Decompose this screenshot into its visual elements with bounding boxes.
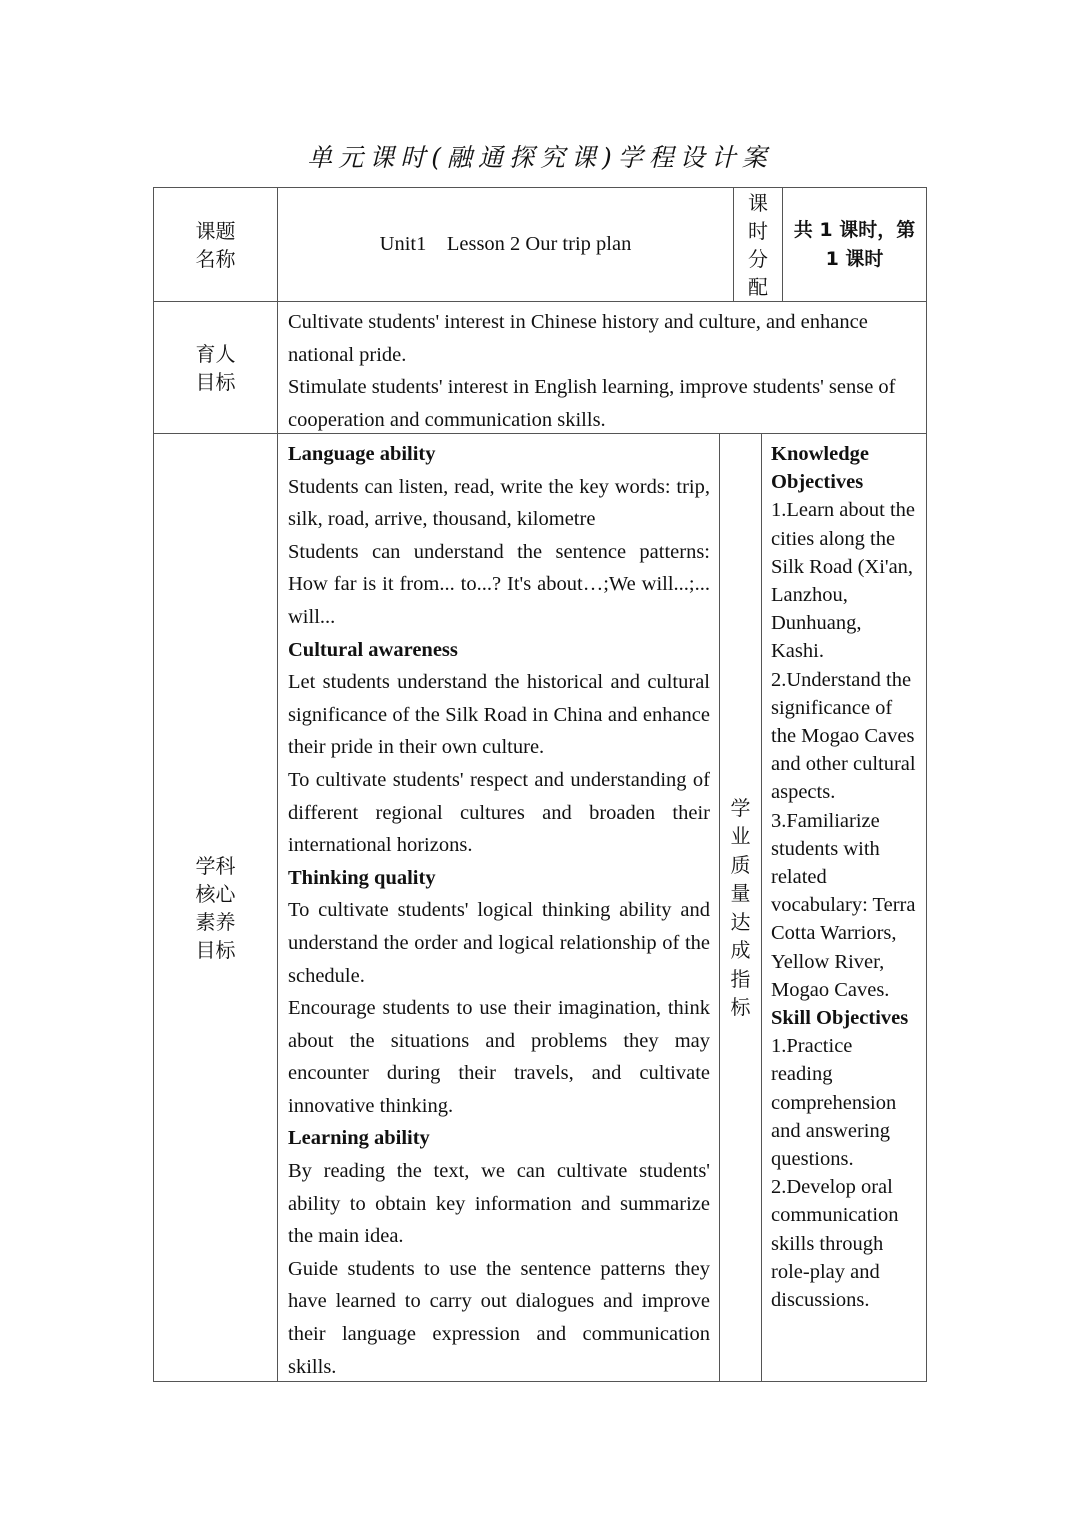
label-char: 达	[730, 909, 751, 934]
education-goal-paragraph: Stimulate students' interest in English learning, improve students' sense of cooperation and communication skills.	[288, 376, 896, 431]
education-goal-cell	[277, 301, 927, 434]
section-heading: Thinking quality	[288, 866, 436, 889]
allocation-value-cell	[782, 187, 927, 302]
label-char: 业	[730, 824, 751, 848]
label-char: 分	[748, 246, 768, 271]
indicator-heading: Skill Objectives	[771, 1007, 909, 1030]
section-paragraph: Let students understand the historical and cultural significance of the Silk Road in China and enhance their pride in their own culture.	[288, 671, 710, 759]
label-line: 目标	[195, 369, 236, 394]
label-line: 核心	[195, 881, 236, 906]
label-char: 指	[730, 966, 751, 991]
section-paragraph: Encourage students to use their imagination, think about the situations and problems they may encounter during their travels, and cultivate innovative thinking.	[288, 997, 710, 1117]
label-char: 量	[730, 881, 751, 905]
allocation-value-line: 共 1 课时，第	[793, 218, 916, 241]
section-heading: Cultural awareness	[288, 638, 458, 661]
label-line: 目标	[195, 937, 236, 962]
indicator-item: 2.Develop oral communication skills through role-play and discussions.	[771, 1176, 899, 1312]
section-paragraph: Guide students to use the sentence patterns they have learned to carry out dialogues and improve their language expression and communication skills.	[288, 1257, 710, 1378]
document-title: 单元课时(融通探究课)学程设计案	[307, 143, 773, 172]
label-line: 育人	[195, 341, 236, 366]
section-paragraph: To cultivate students' respect and understanding of different regional cultures and broaden their international horizons.	[288, 768, 710, 857]
section-heading: Learning ability	[288, 1127, 430, 1150]
allocation-value-line: 1 课时	[825, 247, 884, 270]
core-competency-label-cell	[153, 433, 278, 1382]
indicator-heading: Knowledge Objectives	[771, 443, 869, 494]
label-char: 时	[748, 218, 768, 243]
label-line: 名称	[195, 246, 236, 271]
section-paragraph: Students can understand the sentence patterns: How far is it from... to...? It's about…;We will...;... will...	[288, 540, 710, 628]
education-goal-paragraph: Cultivate students' interest in Chinese history and culture, and enhance national pride.	[288, 311, 868, 366]
section-paragraph: To cultivate students' logical thinking ability and understand the order and logical relationship of the schedule.	[288, 899, 710, 987]
lesson-name-cell	[277, 187, 734, 302]
label-line: 课题	[195, 218, 236, 243]
education-goal-label-cell	[153, 301, 278, 434]
label-char: 成	[730, 938, 751, 962]
label-line: 素养	[195, 909, 236, 934]
indicator-item: 2.Understand the significance of the Mogao Caves and other cultural aspects.	[771, 668, 916, 804]
label-char: 课	[748, 190, 768, 215]
lesson-name: Unit1 Lesson 2 Our trip plan	[379, 233, 632, 255]
indicator-item: 3.Familiarize students with related vocabulary: Terra Cotta Warriors, Yellow River, Mogao Caves.	[771, 809, 916, 1001]
section-paragraph: Students can listen, read, write the key words: trip, silk, road, arrive, thousand, kilometre	[288, 475, 710, 531]
quality-indicator-cell	[761, 433, 927, 1382]
section-heading: Language ability	[288, 443, 436, 465]
indicator-item: 1.Learn about the cities along the Silk Road (Xi'an, Lanzhou, Dunhuang, Kashi.	[771, 499, 916, 663]
indicator-item: 1.Practice reading comprehension and answering questions.	[771, 1035, 897, 1171]
label-char: 质	[730, 852, 751, 877]
section-paragraph: By reading the text, we can cultivate students' ability to obtain key information and summarize the main idea.	[288, 1160, 710, 1248]
label-char: 配	[748, 274, 768, 299]
core-competency-cell	[277, 433, 720, 1382]
quality-indicator-label-cell	[719, 433, 762, 1382]
label-char: 学	[730, 795, 751, 820]
label-char: 标	[730, 995, 751, 1019]
lesson-name-label-cell	[153, 187, 278, 302]
allocation-label-cell	[733, 187, 783, 302]
label-line: 学科	[195, 853, 236, 878]
